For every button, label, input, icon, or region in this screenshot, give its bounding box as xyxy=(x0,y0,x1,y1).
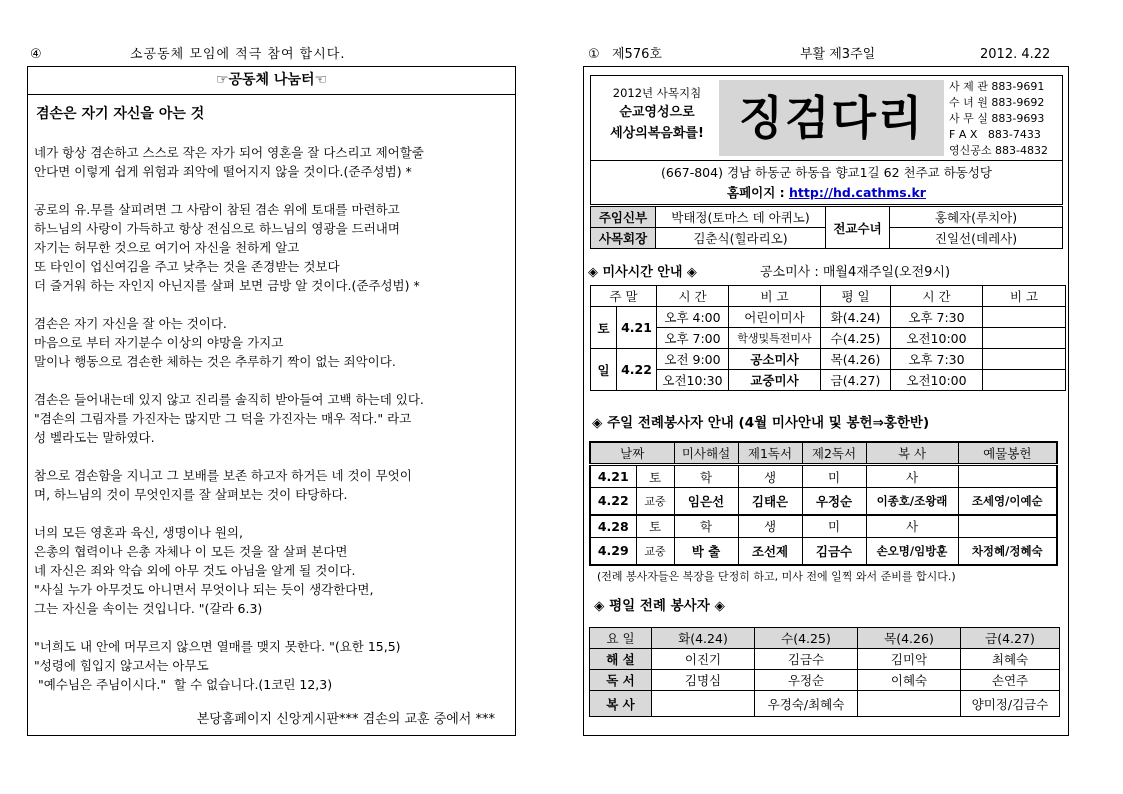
server-cell: 학 xyxy=(674,515,738,538)
council-name: 김춘식(힐라리오) xyxy=(656,228,826,249)
contact-line: 수 녀 원 883-9692 xyxy=(949,96,1045,109)
server-cell: 차정혜/정혜숙 xyxy=(958,538,1057,565)
mass-header: 비 고 xyxy=(729,286,821,307)
article-line: 너의 모든 영혼과 육신, 생명이나 원의, xyxy=(34,525,243,540)
gongso-mass: 공소미사 : 매월4재주일(오전9시) xyxy=(760,265,951,280)
header-slogan: 소공동체 모임에 적극 참여 합시다. xyxy=(130,47,346,62)
server-cell: 임은선 xyxy=(674,488,738,515)
article-line: 네가 항상 겸손하고 스스로 작은 자가 되어 영혼을 잘 다스리고 제어할줄 xyxy=(34,145,424,160)
page-number-right: ① xyxy=(588,47,600,62)
article-line: 겸손은 자기 자신을 잘 아는 것이다. xyxy=(34,316,227,331)
weekday-note xyxy=(983,328,1066,349)
weekday-server-cell: 손연주 xyxy=(961,670,1060,691)
left-article-box xyxy=(27,66,516,736)
contact-list xyxy=(949,79,1061,159)
weekday-day: 목(4.26) xyxy=(821,349,891,370)
article-line: 말이나 행동으로 겸손한 체하는 것은 추루하기 짝이 없는 죄악이다. xyxy=(34,354,396,369)
server-cell: 이종호/조왕래 xyxy=(866,488,958,515)
article-body xyxy=(34,143,512,694)
article-line: 공로의 유.무를 살피려면 그 사람이 참된 겸손 위에 토대를 마련하고 xyxy=(34,202,400,217)
nun-name-2: 진일선(데레사) xyxy=(890,228,1063,249)
server-type: 토 xyxy=(636,515,674,538)
mass-note: 교중미사 xyxy=(729,370,821,391)
weekday-time: 오후 7:30 xyxy=(891,349,983,370)
weekday-day: 수(4.25) xyxy=(821,328,891,349)
server-type: 교중 xyxy=(636,488,674,515)
saturday-date: 4.21 xyxy=(617,307,657,349)
server-date: 4.22 xyxy=(590,488,636,515)
motto-year: 2012년 사목지침 xyxy=(612,86,702,100)
address-box xyxy=(590,161,1063,205)
article-line: 성 벨라도는 말하였다. xyxy=(34,430,155,445)
mass-header: 평 일 xyxy=(821,286,891,307)
motto-line-2: 세상의복음화를! xyxy=(610,126,704,141)
weekday-server-cell: 우정순 xyxy=(755,670,858,691)
weekday-servers-header: 화(4.24) xyxy=(652,628,755,649)
weekday-server-cell: 이혜숙 xyxy=(858,670,961,691)
liturgical-season: 부활 제3주일 xyxy=(800,47,876,62)
weekday-server-cell: 양미정/김금수 xyxy=(961,691,1060,717)
article-line xyxy=(34,181,512,200)
weekday-server-cell: 김금수 xyxy=(755,649,858,670)
server-cell: 우정순 xyxy=(802,488,866,515)
nun-label: 전교수녀 xyxy=(826,207,890,249)
servers-note: (전례 봉사자들은 복장을 단정히 하고, 미사 전에 일찍 와서 준비를 합시다.) xyxy=(597,570,956,583)
server-cell: 사 xyxy=(866,515,958,538)
server-date: 4.28 xyxy=(590,515,636,538)
mass-heading: ◈ 미사시간 안내 ◈ xyxy=(588,265,697,280)
weekday-server-cell: 김명심 xyxy=(652,670,755,691)
article-line: "성령에 힘입지 않고서는 아무도 xyxy=(34,658,209,673)
server-cell: 손오명/임방훈 xyxy=(866,538,958,565)
weekday-note xyxy=(983,370,1066,391)
weekday-server-cell: 이진기 xyxy=(652,649,755,670)
weekday-servers-role: 독 서 xyxy=(590,670,652,691)
mass-time: 오전10:30 xyxy=(657,370,729,391)
weekday-server-cell: 최혜숙 xyxy=(961,649,1060,670)
article-line: 네 자신은 죄와 악습 외에 아무 것도 아님을 알게 될 것이다. xyxy=(34,563,356,578)
server-cell: 김금수 xyxy=(802,538,866,565)
weekday-servers-heading: ◈ 평일 전례 봉사자 ◈ xyxy=(594,598,725,614)
servers-header: 날짜 xyxy=(590,442,674,465)
server-cell xyxy=(958,515,1057,538)
article-line: "겸손의 그림자를 가진자는 많지만 그 덕을 가진자는 매우 적다." 라고 xyxy=(34,411,412,426)
nun-name-1: 홍혜자(루치아) xyxy=(890,207,1063,228)
weekday-servers-header: 금(4.27) xyxy=(961,628,1060,649)
mass-time: 오후 7:00 xyxy=(657,328,729,349)
homepage-link[interactable]: http://hd.cathms.kr xyxy=(789,185,926,200)
weekday-servers-role: 복 사 xyxy=(590,691,652,717)
server-date: 4.29 xyxy=(590,538,636,565)
issue-date: 2012. 4.22 xyxy=(980,47,1051,62)
server-cell: 김태은 xyxy=(738,488,802,515)
weekday-servers-table xyxy=(589,627,1060,717)
article-line: 또 타인이 업신여김을 주고 낮추는 것을 존경받는 것보다 xyxy=(34,259,340,274)
server-date: 4.21 xyxy=(590,465,636,488)
page-number-left: ④ xyxy=(30,47,42,62)
weekday-servers-role: 해 설 xyxy=(590,649,652,670)
motto-line-1: 순교영성으로 xyxy=(619,105,695,120)
council-label: 사목회장 xyxy=(591,228,656,249)
weekday-server-cell: 김미악 xyxy=(858,649,961,670)
article-line xyxy=(34,504,512,523)
article-line: 겸손은 들어내는데 있지 않고 진리를 솔직히 받아들여 고백 하는데 있다. xyxy=(34,392,424,407)
server-type: 토 xyxy=(636,465,674,488)
mass-note: 학생및특전미사 xyxy=(729,328,821,349)
contact-line: 영신공소 883-4832 xyxy=(949,144,1048,157)
weekday-servers-header: 요 일 xyxy=(590,628,652,649)
weekday-day: 금(4.27) xyxy=(821,370,891,391)
article-line: 더 즐거워 하는 자인지 아닌지를 살펴 보면 금방 알 것이다.(준주성범) * xyxy=(34,278,420,293)
parish-address: (667-804) 경남 하동군 하동읍 향교1길 62 천주교 하동성당 xyxy=(660,165,992,180)
servers-header: 예물봉헌 xyxy=(958,442,1057,465)
contact-line: F A X 883-7433 xyxy=(949,128,1041,141)
weekday-day: 화(4.24) xyxy=(821,307,891,328)
weekday-time: 오후 7:30 xyxy=(891,307,983,328)
article-line: 마음으로 부터 자기분수 이상의 야망을 가지고 xyxy=(34,335,284,350)
server-cell xyxy=(958,465,1057,488)
sunday-servers-heading: ◈ 주일 전례봉사자 안내 (4월 미사안내 및 봉헌⇒홍한반) xyxy=(592,415,930,431)
sunday-servers-table xyxy=(589,441,1058,566)
weekday-server-cell xyxy=(652,691,755,717)
servers-header: 복 사 xyxy=(866,442,958,465)
article-line: 며, 하느님의 것이 무엇인지를 잘 살펴보는 것이 타당하다. xyxy=(34,487,348,502)
server-cell: 학 xyxy=(674,465,738,488)
sunday-label: 일 xyxy=(591,349,617,391)
article-line: 안다면 이렇게 쉽게 위험과 죄악에 떨어지지 않을 것이다.(준주성범) * xyxy=(34,164,412,179)
pastor-name: 박태정(토마스 데 아퀴노) xyxy=(656,207,826,228)
article-line xyxy=(34,447,512,466)
server-type: 교중 xyxy=(636,538,674,565)
article-line: 하느님의 사랑이 가득하고 항상 전심으로 하느님의 영광을 드러내며 xyxy=(34,221,400,236)
homepage-label: 홈페이지 : xyxy=(727,185,785,200)
mass-header: 시 간 xyxy=(891,286,983,307)
server-cell: 박 출 xyxy=(674,538,738,565)
mass-header: 비 고 xyxy=(983,286,1066,307)
weekday-time: 오전10:00 xyxy=(891,328,983,349)
masthead-logo: 징검다리 xyxy=(719,80,944,156)
weekday-note xyxy=(983,349,1066,370)
mass-time: 오후 4:00 xyxy=(657,307,729,328)
weekday-servers-header: 수(4.25) xyxy=(755,628,858,649)
server-cell: 사 xyxy=(866,465,958,488)
article-line: "너희도 내 안에 머무르지 않으면 열매를 맺지 못한다. "(요한 15,5) xyxy=(34,639,401,654)
article-line: "사실 누가 아무것도 아니면서 무엇이나 되는 듯이 생각한다면, xyxy=(34,582,374,597)
article-title: 겸손은 자기 자신을 아는 것 xyxy=(36,106,205,122)
article-line xyxy=(34,295,512,314)
pastor-label: 주임신부 xyxy=(591,207,656,228)
mass-time: 오전 9:00 xyxy=(657,349,729,370)
mass-note: 어린이미사 xyxy=(729,307,821,328)
article-line xyxy=(34,618,512,637)
weekday-server-cell: 우경숙/최혜숙 xyxy=(755,691,858,717)
mass-header: 시 간 xyxy=(657,286,729,307)
mass-header: 주 말 xyxy=(591,286,657,307)
article-footer: 본당홈페이지 신앙게시판*** 겸손의 교훈 중에서 *** xyxy=(196,712,495,727)
article-line xyxy=(34,371,512,390)
server-cell: 조세영/이예순 xyxy=(958,488,1057,515)
server-cell: 미 xyxy=(802,465,866,488)
servers-header: 제1독서 xyxy=(738,442,802,465)
mass-times-table xyxy=(590,285,1066,391)
server-cell: 생 xyxy=(738,465,802,488)
box-title: ☞공동체 나눔터☜ xyxy=(28,67,515,95)
masthead xyxy=(590,75,1063,161)
contact-line: 사 무 실 883-9693 xyxy=(949,112,1045,125)
issue-number: 제576호 xyxy=(612,47,662,62)
staff-table xyxy=(590,206,1063,249)
sunday-date: 4.22 xyxy=(617,349,657,391)
server-cell: 생 xyxy=(738,515,802,538)
saturday-label: 토 xyxy=(591,307,617,349)
weekday-server-cell xyxy=(858,691,961,717)
weekday-time: 오전10:00 xyxy=(891,370,983,391)
contact-line: 사 제 관 883-9691 xyxy=(949,80,1045,93)
servers-header: 미사해설 xyxy=(674,442,738,465)
weekday-servers-header: 목(4.26) xyxy=(858,628,961,649)
weekday-note xyxy=(983,307,1066,328)
article-line: "예수님은 주님이시다." 할 수 없습니다.(1코린 12,3) xyxy=(34,677,333,692)
server-cell: 조선제 xyxy=(738,538,802,565)
article-line: 참으로 겸손함을 지니고 그 보배를 보존 하고자 하거든 네 것이 무엇이 xyxy=(34,468,412,483)
article-line: 은총의 협력이나 은총 자체나 이 모든 것을 잘 살펴 본다면 xyxy=(34,544,348,559)
servers-header: 제2독서 xyxy=(802,442,866,465)
mass-note: 공소미사 xyxy=(729,349,821,370)
server-cell: 미 xyxy=(802,515,866,538)
article-line: 자기는 허무한 것으로 여기어 자신을 천하게 알고 xyxy=(34,240,300,255)
article-line: 그는 자신을 속이는 것입니다. "(갈라 6.3) xyxy=(34,601,263,616)
